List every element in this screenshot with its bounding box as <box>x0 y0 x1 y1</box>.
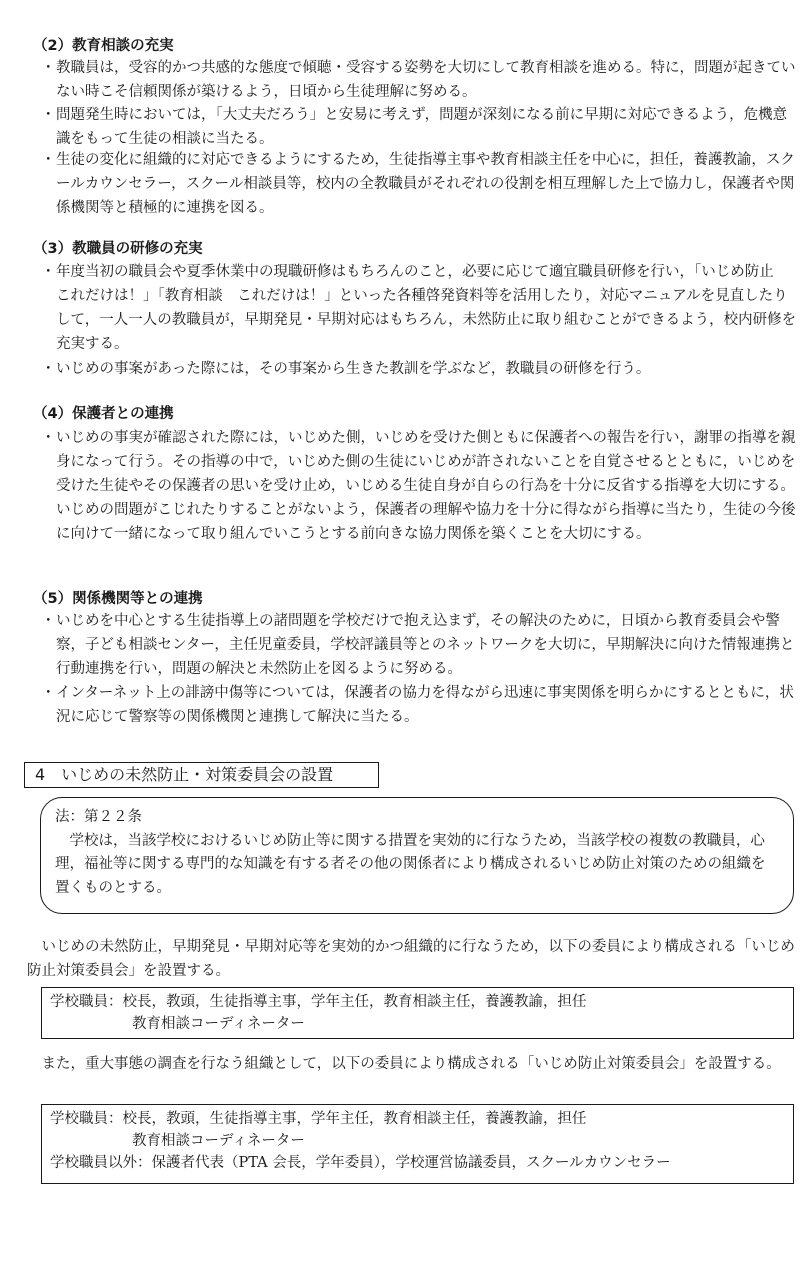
members-line-school-staff: 学校職員：校長，教頭，生徒指導主事，学年主任，教育相談主任，養護教諭，担任 <box>50 994 587 1010</box>
section-2-title: （2）教育相談の充実 <box>33 38 174 54</box>
section-3-bullet-2: ・ いじめの事案があった際には，その事案から生きた教訓を学ぶなど，教職員の研修を行う。 <box>41 357 797 381</box>
section-2-bullet-3: ・ 生徒の変化に組織的に対応できるようにするため，生徒指導主事や教育相談主任を中心に，担任，養護教諭，スクールカウンセラー，スクール相談員等，校内の全教職員がそれぞれの役割を相互理解した上で協力し，保護者や関係機関等と積極的に連携を図る。 <box>41 148 797 220</box>
committee-members-box-2 <box>41 1104 794 1184</box>
law-article-box <box>40 797 794 914</box>
section-5-bullet-2: ・ インターネット上の誹謗中傷等については，保護者の協力を得ながら迅速に事実関係を明らかにするとともに，状況に応じて警察等の関係機関と連携して解決に当たる。 <box>41 681 797 729</box>
section-2-bullet-1: ・ 教職員は，受容的かつ共感的な態度で傾聴・受容する姿勢を大切にして教育相談を進める。特に，問題が起きていない時こそ信頼関係が築けるよう，日頃から生徒理解に努める。 <box>41 56 797 104</box>
section-3-bullet-1: ・ 年度当初の職員会や夏季休業中の現職研修はもちろんのこと，必要に応じて適宜職員研修を行い，「いじめ防止 これだけは！」「教育相談 これだけは！」といった各種啓発資料等を活用したり，対応マニュアルを見直したりして，一人一人の教職員が，早期発見・早期対応はもちろん，未然防止に取り組むことができるよう，校内研修を充実する。 <box>41 260 797 356</box>
chapter-4-heading: 4 いじめの未然防止・対策委員会の設置 <box>24 762 379 788</box>
section-3-title: （3）教職員の研修の充実 <box>33 241 203 257</box>
section-4-bullet-1: ・ いじめの事実が確認された際には，いじめた側，いじめを受けた側ともに保護者への報告を行い，謝罪の指導を親身になって行う。その指導の中で，いじめた側の生徒にいじめが許されないことを自覚させるとともに，いじめを受けた生徒やその保護者の思いを受け止め，いじめる生徒自身が自らの行為を十分に反省する指導を大切にする。いじめの問題がこじれたりすることがないよう，保護者の理解や協力を十分に得ながら指導に当たり，生徒の今後に向けて一緒になって取り組んでいこうとする前向きな協力関係を築くことを大切にする。 <box>41 426 797 546</box>
members-line-school-staff: 学校職員：校長，教頭，生徒指導主事，学年主任，教育相談主任，養護教諭，担任 <box>50 1111 587 1127</box>
section-4-title: （4）保護者との連携 <box>33 406 174 422</box>
law-article-body: 学校は，当該学校におけるいじめ防止等に関する措置を実効的に行なうため，当該学校の複数の教職員，心理，福祉等に関する専門的な知識を有する者その他の関係者により構成されるいじめ防止対策のための組織を置くものとする。 <box>55 832 766 896</box>
committee-members-box-1 <box>41 987 794 1039</box>
members-line-coordinator: 教育相談コーディネーター <box>132 1133 305 1149</box>
section-5-title: （5）関係機関等との連携 <box>33 591 203 607</box>
section-5-bullet-1: ・ いじめを中心とする生徒指導上の諸問題を学校だけで抱え込まず，その解決のために，日頃から教育委員会や警察，子ども相談センター，主任児童委員，学校評議員等とのネットワークを大切に，早期解決に向けた情報連携と行動連携を行い，問題の解決と未然防止を図るように努める。 <box>41 609 797 681</box>
members-line-external: 学校職員以外：保護者代表（PTA 会長，学年委員），学校運営協議委員，スクールカウンセラー <box>50 1155 671 1171</box>
law-article-ref: 法：第２２条 <box>55 809 142 825</box>
section-2-bullet-2: ・ 問題発生時においては，「大丈夫だろう」と安易に考えず，問題が深刻になる前に早期に対応できるよう，危機意識をもって生徒の相談に当たる。 <box>41 103 797 151</box>
members-line-coordinator: 教育相談コーディネーター <box>132 1016 305 1032</box>
committee-paragraph-2: また，重大事態の調査を行なう組織として，以下の委員により構成される「いじめ防止対策委員会」を設置する。 <box>41 1056 781 1072</box>
committee-paragraph-1: いじめの未然防止，早期発見・早期対応等を実効的かつ組織的に行なうため，以下の委員により構成される「いじめ防止対策委員会」を設置する。 <box>27 939 795 979</box>
